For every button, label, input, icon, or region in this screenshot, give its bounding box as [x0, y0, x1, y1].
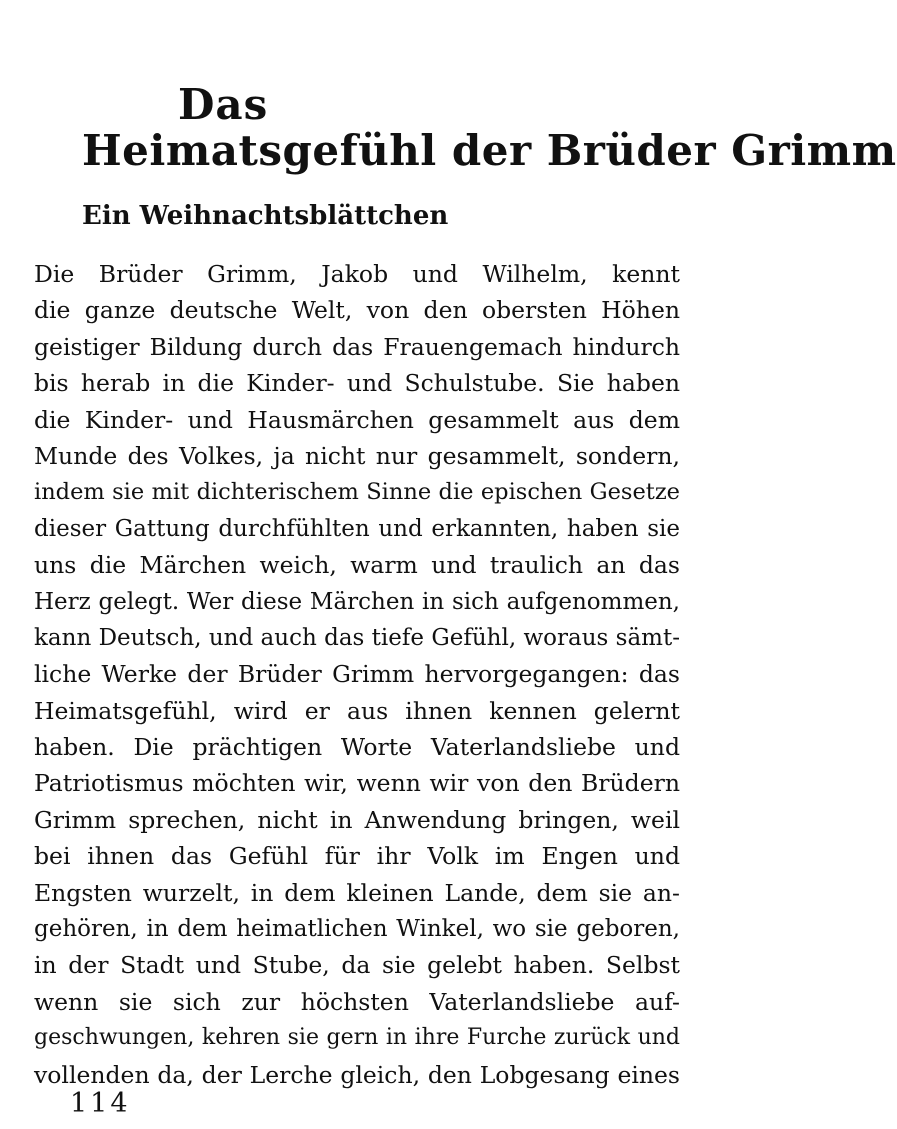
body-line: kann Deutsch, und auch das tiefe Gefühl, woraus sämt- [34, 624, 680, 651]
body-line: Herz gelegt. Wer diese Märchen in sich aufgenommen, [34, 588, 680, 615]
body-line: liche Werke der Brüder Grimm hervorgegangen: das [34, 660, 680, 689]
body-line: Heimatsgefühl, wird er aus ihnen kennen gelernt [34, 696, 680, 725]
body-line: haben. Die prächtigen Worte Vaterlandsliebe und [34, 733, 680, 762]
body-line: uns die Märchen weich, warm und traulich an das [34, 551, 680, 580]
body-line: geschwungen, kehren sie gern in ihre Furche zurück und [34, 1025, 680, 1051]
body-line: die ganze deutsche Welt, von den obersten Höhen [34, 296, 680, 325]
body-line: geistiger Bildung durch das Frauengemach hindurch [34, 332, 680, 361]
body-text [34, 256, 680, 1093]
body-line: vollenden da, der Lerche gleich, den Lobgesang eines [34, 1060, 680, 1089]
body-line: in der Stadt und Stube, da sie gelebt haben. Selbst [34, 951, 680, 980]
page-subtitle: Ein Weihnachtsblättchen [82, 201, 449, 231]
body-line: bis herab in die Kinder- und Schulstube. Sie haben [34, 369, 680, 398]
body-line: Grimm sprechen, nicht in Anwendung bringen, weil [34, 805, 680, 834]
body-line: Engsten wurzelt, in dem kleinen Lande, dem sie an- [34, 878, 680, 907]
body-line: indem sie mit dichterischem Sinne die epischen Gesetze [34, 479, 680, 506]
body-line: gehören, in dem heimatlichen Winkel, wo sie geboren, [34, 916, 680, 943]
body-line: Die Brüder Grimm, Jakob und Wilhelm, kennt [34, 260, 680, 288]
body-line: Patriotismus möchten wir, wenn wir von den Brüdern [34, 769, 680, 798]
body-line: wenn sie sich zur höchsten Vaterlandsliebe auf- [34, 987, 680, 1016]
body-line: dieser Gattung durchfühlten und erkannten, haben sie [34, 515, 680, 542]
page-title-line-2: Heimatsgefühl der Brüder Grimm [82, 126, 897, 175]
page-number: 114 [70, 1088, 131, 1119]
body-line: die Kinder- und Hausmärchen gesammelt aus dem [34, 405, 680, 434]
page-title-line-1: Das [178, 80, 269, 129]
body-line: bei ihnen das Gefühl für ihr Volk im Engen und [34, 842, 680, 871]
body-line: Munde des Volkes, ja nicht nur gesammelt, sondern, [34, 441, 680, 470]
